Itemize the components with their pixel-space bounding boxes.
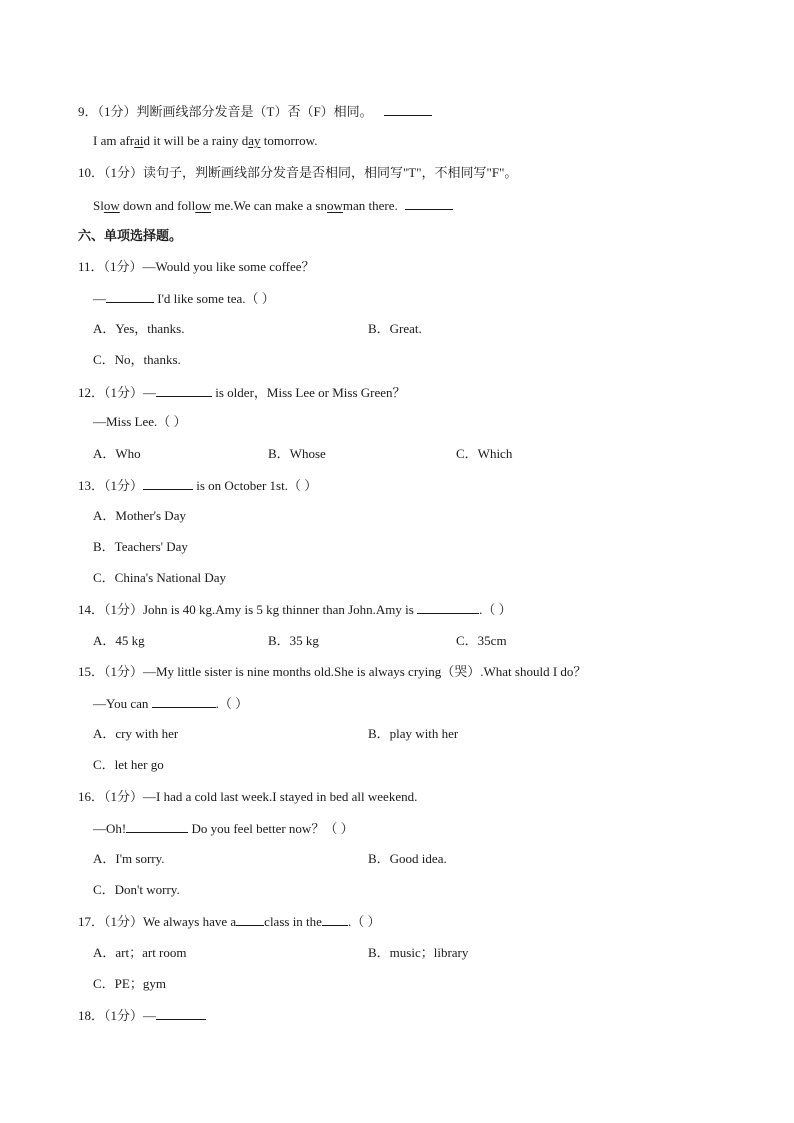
question-11-stem: 11．（1分）—Would you like some coffee？ — [78, 259, 315, 274]
option-b[interactable]: B．Great. — [368, 321, 422, 336]
dash: — — [93, 291, 106, 306]
answer-blank[interactable] — [156, 1007, 206, 1020]
underlined-sound: ay — [248, 133, 261, 148]
sentence-text: is on October 1st.（ ） — [193, 478, 318, 493]
sentence-text: d it will be a rainy d — [143, 133, 249, 148]
question-15-stem: 15．（1分）—My little sister is nine months old.She is always crying（哭）.What should I do？ — [78, 664, 587, 679]
question-12-stem — [78, 384, 406, 401]
sentence-text: .（ ） — [479, 602, 512, 617]
option-c[interactable]: C．let her go — [93, 757, 164, 772]
option-a[interactable]: A．Mother's Day — [93, 508, 186, 523]
option-a[interactable]: A．art；art room — [93, 945, 187, 960]
sentence-text: .（ ） — [215, 696, 249, 711]
option-a[interactable]: A．Yes，thanks. — [93, 321, 185, 336]
sentence-text: I'd like some tea.（ ） — [154, 291, 275, 306]
underlined-sound: ow — [195, 198, 212, 213]
answer-blank[interactable] — [156, 384, 212, 397]
option-b[interactable]: B．Teachers' Day — [93, 539, 188, 554]
sentence-text: 14．（1分）John is 40 kg.Amy is 5 kg thinner than John.Amy is — [78, 602, 418, 617]
question-9-text: 9．（1分）判断画线部分发音是（T）否（F）相同。 — [78, 104, 373, 119]
question-16-stem: 16．（1分）—I had a cold last week.I stayed in bed all weekend. — [78, 789, 418, 804]
option-c[interactable]: C．PE；gym — [93, 976, 166, 991]
question-9-sentence — [93, 133, 317, 149]
question-10-sentence — [93, 197, 453, 214]
answer-blank[interactable] — [322, 913, 348, 926]
option-c[interactable]: C．35cm — [456, 633, 507, 648]
option-b[interactable]: B．Good idea. — [368, 851, 447, 866]
question-15-line2 — [93, 695, 248, 712]
sentence-text: is older，Miss Lee or Miss Green？ — [212, 385, 406, 400]
answer-blank[interactable] — [405, 197, 453, 210]
sentence-text: I am afr — [93, 133, 135, 148]
option-c[interactable]: C．No，thanks. — [93, 352, 181, 367]
option-b[interactable]: B．Whose — [268, 446, 326, 461]
option-a[interactable]: A．I'm sorry. — [93, 851, 165, 866]
question-13-stem — [78, 477, 317, 494]
option-a[interactable]: A．45 kg — [93, 633, 145, 648]
sentence-text: —Oh! — [93, 821, 127, 836]
question-17-stem — [78, 913, 380, 930]
option-b[interactable]: B．35 kg — [268, 633, 319, 648]
question-16-line2 — [93, 820, 354, 837]
sentence-text: Do you feel better now？（ ） — [188, 821, 354, 836]
answer-blank[interactable] — [417, 601, 479, 614]
question-14-stem — [78, 601, 512, 618]
sentence-text: class in the — [264, 914, 322, 929]
question-number: 13．（1分） — [78, 478, 144, 493]
underlined-sound: ow — [103, 198, 120, 213]
sentence-text: 17．（1分）We always have a — [78, 914, 237, 929]
section-title: 六、单项选择题。 — [78, 228, 183, 243]
answer-blank[interactable] — [143, 477, 193, 490]
sentence-text: —You can — [93, 696, 152, 711]
answer-blank[interactable] — [106, 290, 154, 303]
question-10-text: 10．（1分）读句子，判断画线部分发音是否相同，相同写"T"，不相同写"F"。 — [78, 165, 518, 180]
sentence-text: Sl — [93, 198, 104, 213]
sentence-text: .（ ） — [347, 914, 381, 929]
answer-blank[interactable] — [126, 820, 188, 833]
sentence-text: down and foll — [119, 198, 196, 213]
option-b[interactable]: B．play with her — [368, 726, 459, 741]
question-18-stem — [78, 1007, 206, 1024]
question-11-line2 — [93, 290, 275, 307]
option-c[interactable]: C．Don't worry. — [93, 882, 180, 897]
question-number: 12．（1分）— — [78, 385, 157, 400]
question-9-stem — [78, 103, 432, 120]
underlined-sound: ow — [327, 198, 343, 213]
answer-blank[interactable] — [384, 103, 432, 116]
sentence-text: me.We can make a sn — [211, 198, 327, 213]
question-10-stem — [78, 165, 517, 181]
option-c[interactable]: C．Which — [456, 446, 513, 461]
question-12-line2: —Miss Lee.（ ） — [93, 414, 187, 429]
sentence-text: tomorrow. — [260, 133, 318, 148]
answer-blank[interactable] — [152, 695, 216, 708]
option-b[interactable]: B．music；library — [368, 945, 469, 960]
option-a[interactable]: A．Who — [93, 446, 141, 461]
question-number: 18．（1分）— — [78, 1008, 157, 1023]
option-a[interactable]: A．cry with her — [93, 726, 179, 741]
sentence-text: man there. — [342, 198, 398, 213]
answer-blank[interactable] — [236, 913, 264, 926]
option-c[interactable]: C．China's National Day — [93, 570, 227, 585]
underlined-sound: ai — [134, 133, 144, 148]
